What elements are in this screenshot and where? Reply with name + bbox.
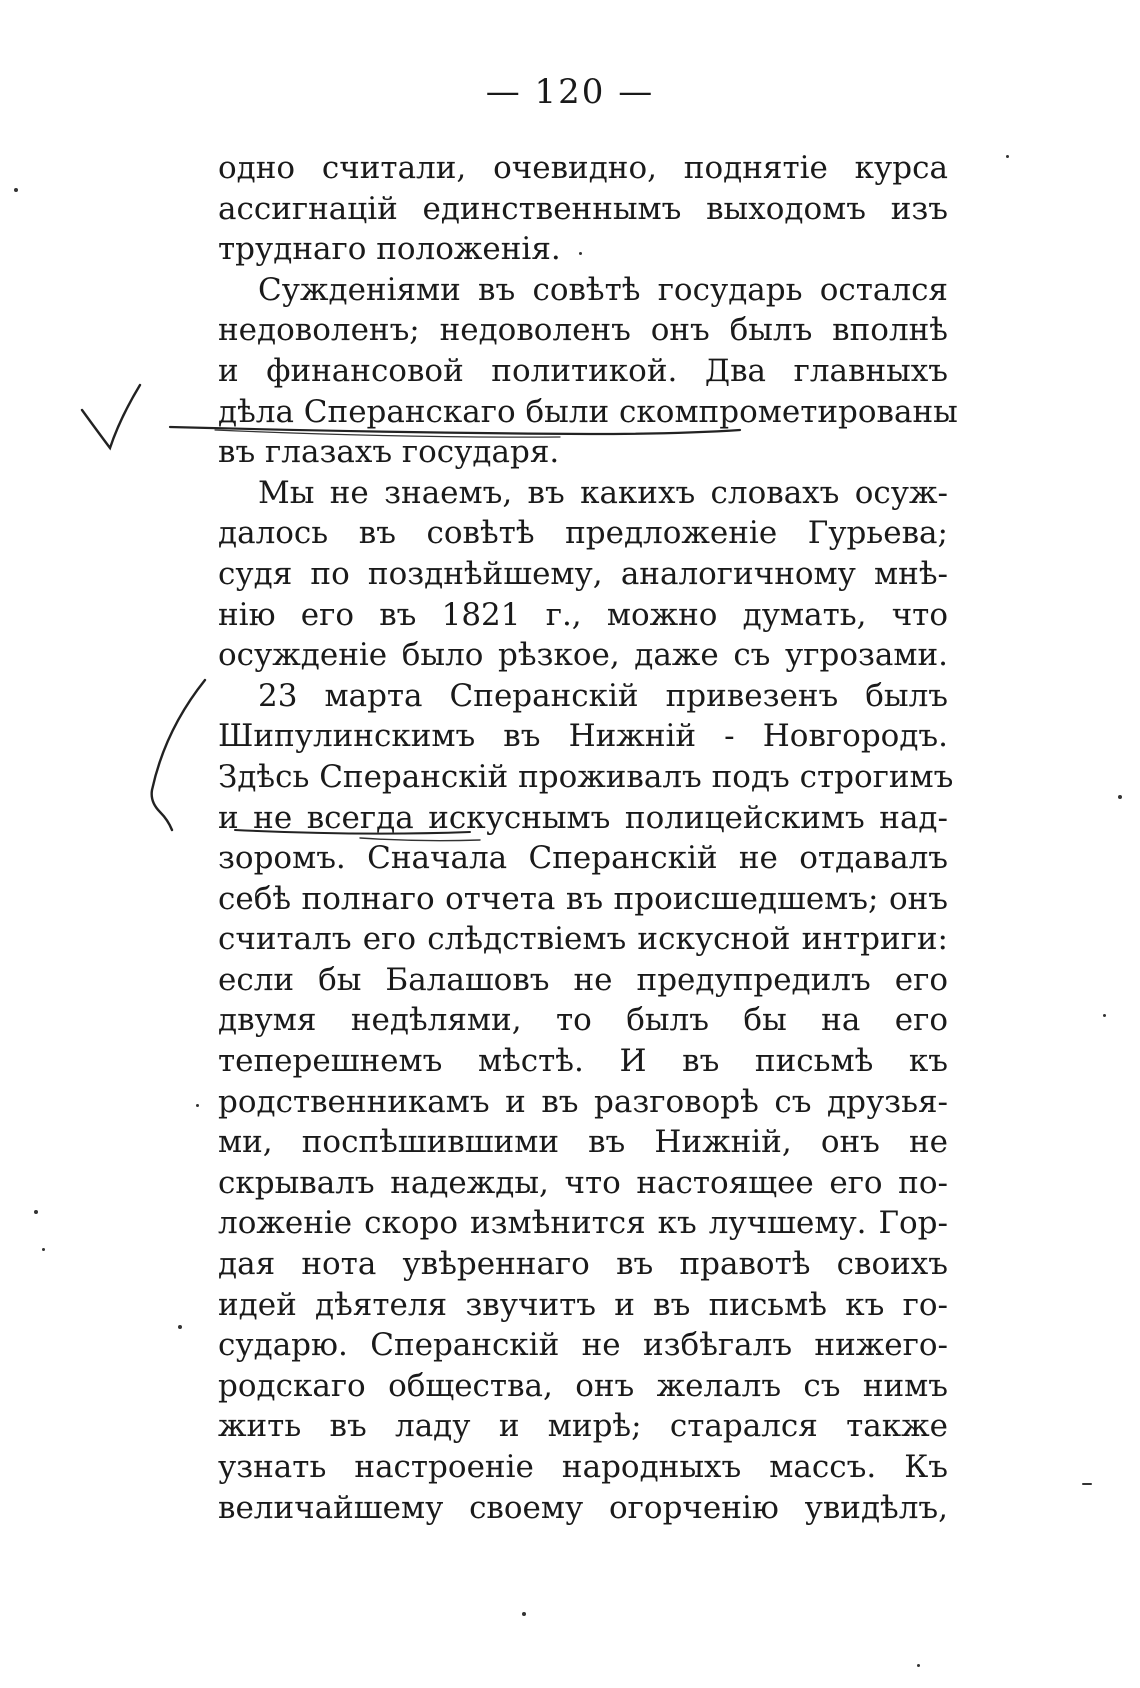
ink-speck [1103,1014,1106,1017]
text-line: идей дѣятеля звучитъ и въ письмѣ къ го- [218,1286,948,1323]
text-line: величайшему своему огорченію увидѣлъ, [218,1489,948,1526]
text-line: ассигнацій единственнымъ выходомъ изъ [218,190,948,227]
text-line: сударю. Сперанскій не избѣгалъ нижего- [218,1327,948,1364]
page-number: — 120 — [485,72,655,112]
text-line: скрывалъ надежды, что настоящее его по- [218,1164,948,1201]
ink-speck [1118,795,1122,799]
text-line: себѣ полнаго отчета въ происшедшемъ; онъ [218,880,948,917]
text-line: въ глазахъ государя. [218,434,560,471]
text-line: дая нота увѣреннаго въ правотѣ своихъ [218,1246,948,1283]
text-line: родскаго общества, онъ желалъ съ нимъ [218,1367,948,1404]
ink-speck [196,1104,199,1107]
text-line: теперешнемъ мѣстѣ. И въ письмѣ къ [218,1043,948,1080]
text-line: Мы не знаемъ, въ какихъ словахъ осуж- [258,474,948,511]
text-line: зоромъ. Сначала Сперанскій не отдавалъ [218,840,948,877]
text-line: жить въ ладу и мирѣ; старался также [218,1408,948,1445]
ink-speck [917,1664,920,1667]
text-line: далось въ совѣтѣ предложеніе Гурьева; [218,515,948,552]
text-line: узнать настроеніе народныхъ массъ. Къ [218,1449,948,1485]
ink-speck [1082,1483,1092,1485]
text-line: Шипулинскимъ въ Нижній - Новгородъ. [218,718,948,755]
text-line: родственникамъ и въ разговорѣ съ друзья- [218,1083,948,1120]
ink-speck [14,188,18,192]
text-line: недоволенъ; недоволенъ онъ былъ вполнѣ [218,312,948,349]
text-line: одно считали, очевидно, поднятіе курса [218,150,948,186]
ink-speck [522,1612,526,1616]
text-line: труднаго положенія. [218,231,561,268]
text-line: двумя недѣлями, то былъ бы на его [218,1002,948,1039]
ink-speck [579,252,582,255]
text-line: 23 марта Сперанскій привезенъ былъ [258,677,948,714]
ink-speck [42,1248,45,1251]
ink-speck [34,1210,38,1214]
text-line: осужденіе было рѣзкое, даже съ угрозами. [218,637,948,674]
text-line: ложеніе скоро измѣнится къ лучшему. Гор- [218,1205,948,1242]
text-line: и финансовой политикой. Два главныхъ [218,352,948,389]
ink-speck [178,1325,182,1329]
check-mark-icon [82,385,140,448]
text-line: судя по позднѣйшему, аналогичному мнѣ- [218,555,948,592]
text-line: нію его въ 1821 г., можно думать, что [218,596,948,633]
text-line: дѣла Сперанскаго были скомпрометированы [218,393,958,430]
text-line: если бы Балашовъ не предупредилъ его [218,961,948,998]
body-text [218,148,958,1528]
text-line: Здѣсь Сперанскій проживалъ подъ строгимъ [218,758,954,795]
text-line: и не всегда искуснымъ полицейскимъ над- [218,799,948,836]
ink-speck [1006,155,1009,158]
text-line: ми, поспѣшившими въ Нижній, онъ не [218,1124,948,1161]
text-line: Сужденіями въ совѣтѣ государь остался [258,271,948,308]
text-line: считалъ его слѣдствіемъ искусной интриги: [218,921,948,958]
margin-bracket-mark [152,680,205,830]
